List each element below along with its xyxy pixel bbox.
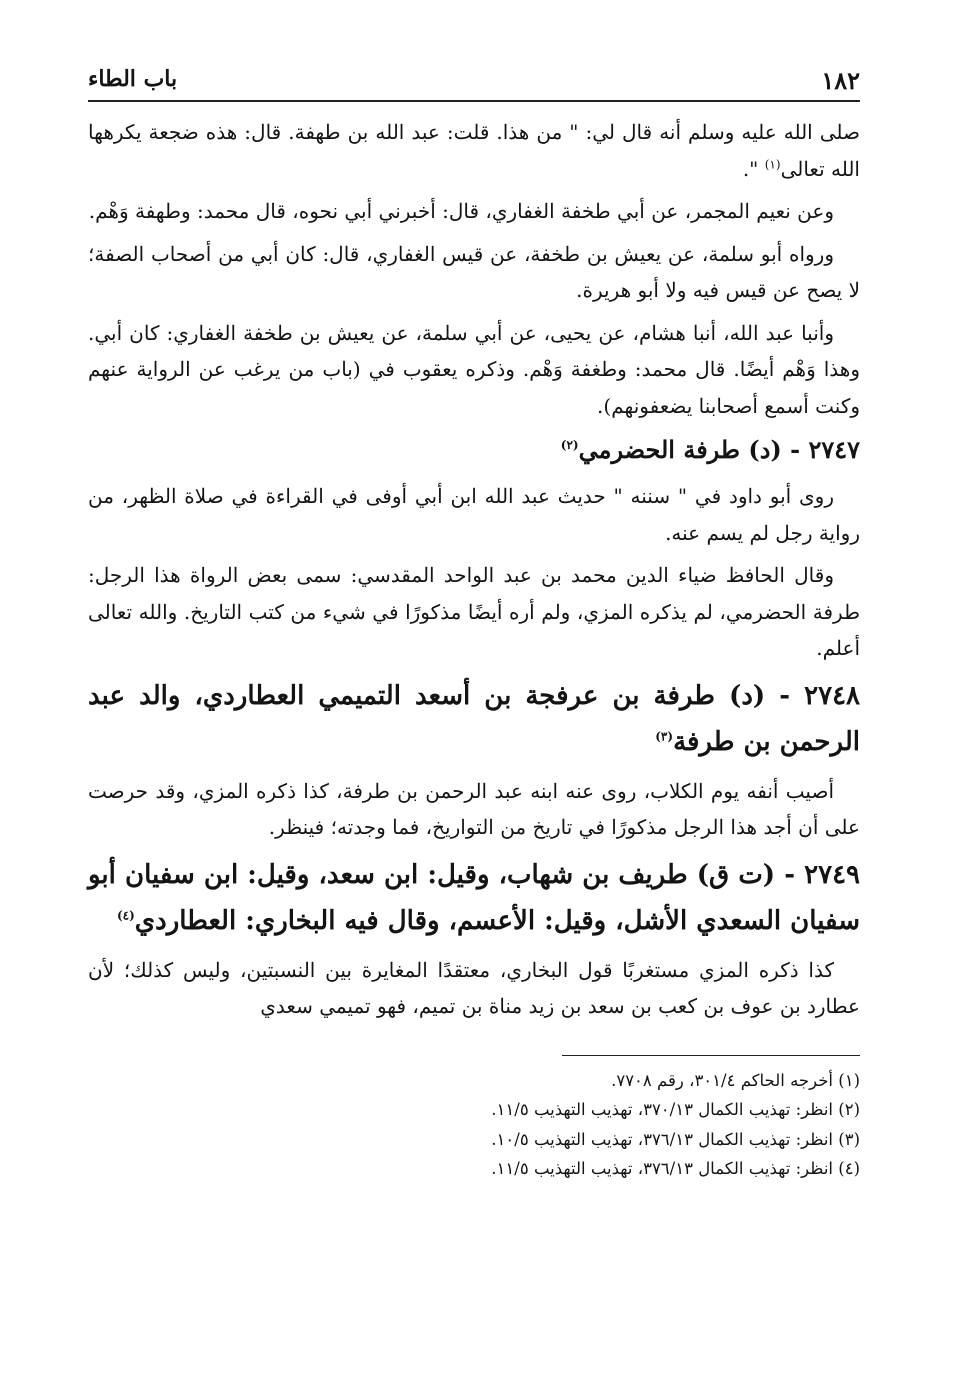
paragraph: صلى الله عليه وسلم أنه قال لي: " من هذا. قلت: عبد الله بن طهفة. قال: هذه ضجعة يكرهها الله تعالى$^{(١)}$ ".	[88, 120, 860, 181]
footnote-marker: (٢)	[560, 438, 579, 452]
paragraph: وعن نعيم المجمر، عن أبي طخفة الغفاري، قال: أخبرني أبي نحوه، قال محمد: وطهفة وَهْم.	[88, 199, 834, 223]
footnote-separator	[562, 1055, 860, 1056]
footnote: (٣) انظر: تهذيب الكمال ٣٧٦/١٣، تهذيب التهذيب ١٠/٥.	[491, 1129, 860, 1149]
paragraph: روى أبو داود في " سننه " حديث عبد الله ابن أبي أوفى في القراءة في صلاة الظهر، من رواية رجل لم يسم عنه.	[88, 484, 860, 545]
running-title: باب الطاء	[88, 66, 178, 92]
paragraph: كذا ذكره المزي مستغربًا قول البخاري، معتقدًا المغايرة بين النسبتين، وليس كذلك؛ لأن عطارد بن عوف بن كعب بن سعد بن زيد مناة بن تميم، فهو تميمي سعدي	[88, 957, 860, 1018]
footnote-marker: (٤)	[116, 907, 135, 922]
footnote: (٢) انظر: تهذيب الكمال ٣٧٠/١٣، تهذيب التهذيب ١١/٥.	[491, 1100, 860, 1119]
entry-heading: ٢٧٤٩ - (ت ق) طريف بن شهاب، وقيل: ابن سعد، وقيل: ابن سفيان أبو سفيان السعدي الأشل، وقيل: الأعسم، وقال فيه البخاري: العطاردي$^{(٤)}$	[88, 859, 860, 936]
book-page	[88, 60, 860, 1184]
footnote: (٤) انظر: تهذيب الكمال ٣٧٦/١٣، تهذيب التهذيب ١١/٥.	[491, 1159, 860, 1178]
footnotes	[88, 1066, 860, 1184]
footnote: (١) أخرجه الحاكم ٣٠١/٤، رقم ٧٧٠٨.	[611, 1070, 860, 1090]
paragraph: وقال الحافظ ضياء الدين محمد بن عبد الواحد المقدسي: سمى بعض الرواة هذا الرجل: طرفة الحضرمي، لم يذكره المزي، ولم أره أيضًا مذكورًا في شيء من كتب التاريخ. والله تعالى أعلم.	[88, 563, 860, 660]
paragraph: وأنبا عبد الله، أنبا هشام، عن يحيى، عن أبي سلمة، عن يعيش بن طخفة الغفاري: كان أبي. وهذا وَهْم أيضًا. قال محمد: وطغفة وَهْم. وذكره يعقوب في (باب من يرغب عن الرواية عنهم وكنت أسمع أصحابنا يضعفونهم).	[88, 320, 860, 418]
page-header	[88, 60, 860, 102]
entry-heading: ٢٧٤٧ - (د) طرفة الحضرمي$^{(٢)}$	[560, 435, 860, 464]
body-text	[88, 114, 860, 1025]
footnote-marker: (١)	[764, 156, 781, 171]
footnote-marker: (٣)	[655, 728, 674, 743]
entry-heading: ٢٧٤٨ - (د) طرفة بن عرفجة بن أسعد التميمي العطاردي، والد عبد الرحمن بن طرفة$^{(٣)}$	[88, 680, 860, 757]
paragraph: أصيب أنفه يوم الكلاب، روى عنه ابنه عبد الرحمن بن طرفة، كذا ذكره المزي، وقد حرصت على أن أجد هذا الرجل مذكورًا في تاريخ من التواريخ، فما وجدته؛ فينظر.	[88, 778, 860, 839]
page-number: ١٨٢	[821, 66, 860, 95]
paragraph: ورواه أبو سلمة، عن يعيش بن طخفة، عن قيس الغفاري، قال: كان أبي من أصحاب الصفة؛ لا يصح عن قيس فيه ولا أبو هريرة.	[88, 241, 860, 302]
